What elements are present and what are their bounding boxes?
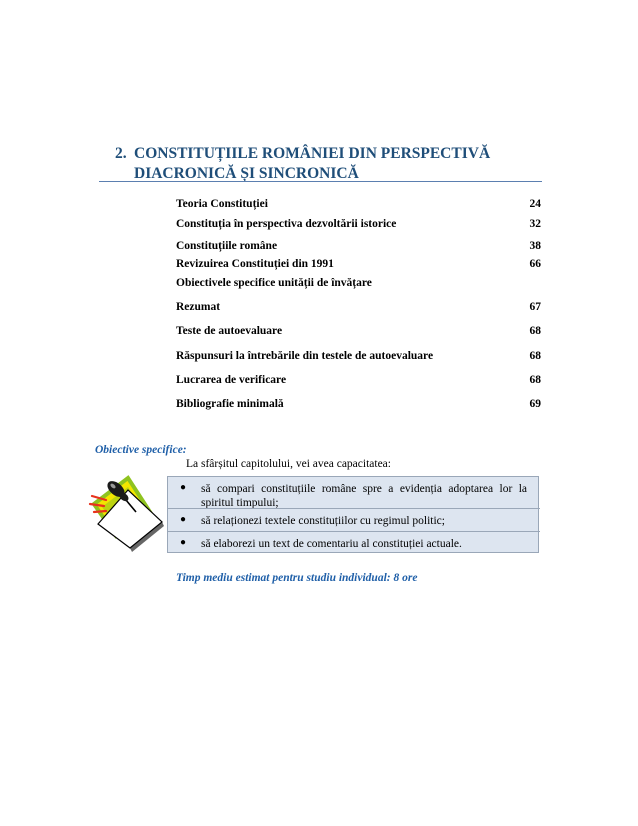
toc-entry-page: 24	[529, 198, 541, 210]
toc-entry-title: Rezumat	[176, 301, 221, 313]
toc-entry	[176, 396, 541, 412]
toc-entry	[176, 323, 541, 339]
bullet-icon: ●	[180, 537, 187, 548]
objective-text: să relaționezi textele constituțiilor cu regimul politic;	[201, 515, 445, 527]
chapter-title-line-1: CONSTITUȚIILE ROMÂNIEI DIN PERSPECTIVĂ	[134, 145, 491, 162]
chapter-number: 2.	[115, 145, 127, 162]
toc-entry	[176, 256, 541, 272]
toc-entry-title: Revizuirea Constituției din 1991	[176, 258, 334, 270]
estimated-time-note: Timp mediu estimat pentru studiu individual: 8 ore	[176, 572, 418, 584]
toc-entry-page: 32	[529, 218, 541, 230]
toc-entry-title: Obiectivele specifice unității de învățare	[176, 277, 372, 289]
toc-entry-page: 68	[529, 325, 541, 337]
objective-item	[168, 508, 540, 531]
bullet-icon: ●	[180, 514, 187, 525]
bullet-icon: ●	[180, 482, 187, 493]
pushpin-note-icon	[88, 474, 168, 554]
toc-entry-page: 69	[529, 398, 541, 410]
toc-entry-page: 68	[529, 350, 541, 362]
toc-entry-title: Constituția în perspectiva dezvoltării istorice	[176, 218, 397, 230]
toc-entry-page: 66	[529, 258, 541, 270]
toc-entry-page: 67	[529, 301, 541, 313]
toc-entry-page: 38	[529, 240, 541, 252]
toc-entry-page: 68	[529, 374, 541, 386]
toc-entry	[176, 372, 541, 388]
toc-entry-title: Teste de autoevaluare	[176, 325, 283, 337]
objectives-intro: La sfârșitul capitolului, vei avea capacitatea:	[186, 458, 391, 470]
objective-text: să compari constituțiile române spre a evidenția adoptarea lor la spiritul timpului;	[201, 483, 527, 509]
toc-entry	[176, 348, 541, 364]
toc-entry	[176, 275, 541, 291]
chapter-title-line-2: DIACRONICĂ ȘI SINCRONICĂ	[134, 165, 359, 182]
toc-entry	[176, 299, 541, 315]
toc-entry	[176, 196, 541, 212]
toc-entry-title: Teoria Constituției	[176, 198, 268, 210]
toc-entry	[176, 238, 541, 254]
toc-entry	[176, 216, 541, 232]
toc-entry-title: Lucrarea de verificare	[176, 374, 287, 386]
toc-entry-title: Constituțiile române	[176, 240, 278, 252]
toc-entry-title: Răspunsuri la întrebările din testele de autoevaluare	[176, 350, 434, 362]
objective-item	[168, 531, 540, 552]
objectives-heading: Obiective specifice:	[95, 444, 187, 456]
objectives-box	[167, 476, 539, 553]
objective-text: să elaborezi un text de comentariu al constituției actuale.	[201, 538, 462, 550]
toc-entry-title: Bibliografie minimală	[176, 398, 284, 410]
objective-item	[168, 477, 540, 508]
title-divider	[99, 181, 542, 182]
